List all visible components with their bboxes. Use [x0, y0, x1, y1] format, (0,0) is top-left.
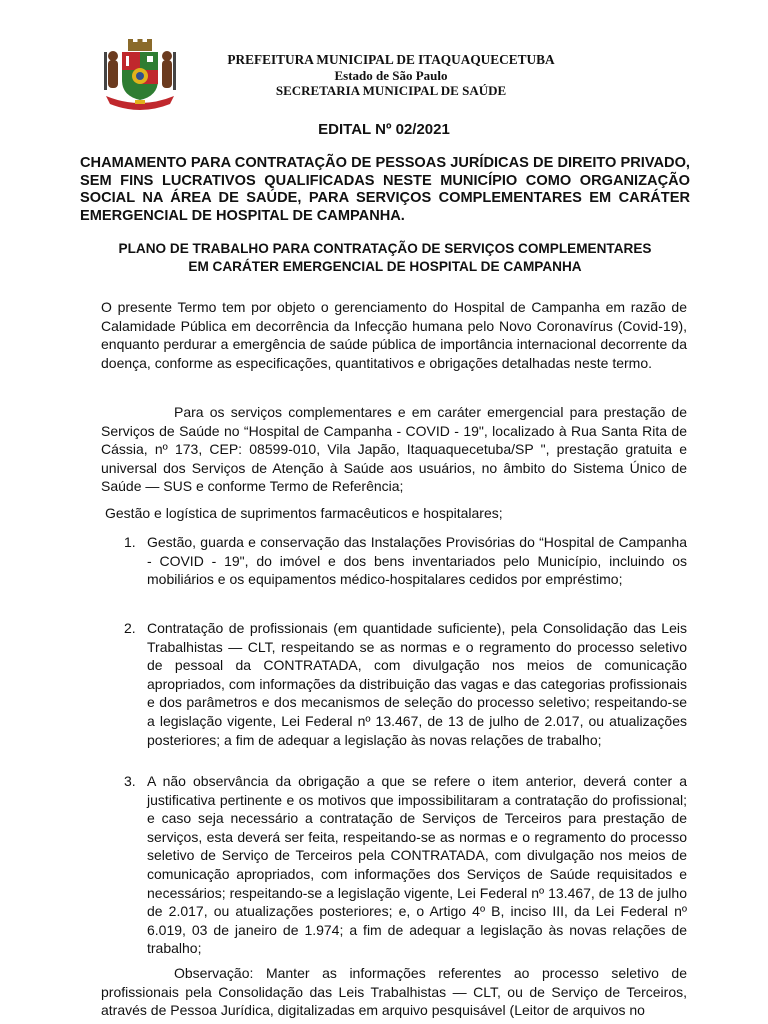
paragraph-services: Para os serviços complementares e em caráter emergencial para prestação de Serviços de Saúde no “Hospital de Campanha - COVID - 19", localizado à Rua Santa Rita de Cássia, nº 173, CEP: 08599-010, Vila Japão, Itaquaquecetuba/SP ", prestação gratuita e universal dos Serviços de Atenção à Saúde aos usuários, no âmbito do Sistema Único de Saúde — SUS e conforme Termo de Referência;: [101, 404, 687, 495]
letterhead-municipality: PREFEITURA MUNICIPAL DE ITAQUAQUECETUBA: [227, 52, 555, 67]
coat-of-arms-icon: [98, 38, 182, 112]
section-heading-line-1: PLANO DE TRABALHO PARA CONTRATAÇÃO DE SERVIÇOS COMPLEMENTARES: [118, 241, 652, 256]
paragraph-object: O presente Termo tem por objeto o gerenciamento do Hospital de Campanha em razão de Calamidade Pública em decorrência da Infecção humana pelo Novo Coronavírus (Covid-19), enquanto perdurar a emergência de saúde pública de importância internacional decorrente da doença, conforme as especificações, quantitativos e obrigações detalhadas neste termo.: [101, 299, 687, 371]
letterhead: [200, 52, 582, 99]
letterhead-department: SECRETARIA MUNICIPAL DE SAÚDE: [275, 83, 507, 98]
list-item: [124, 772, 687, 958]
paragraph-logistics: Gestão e logística de suprimentos farmacêuticos e hospitalares;: [105, 505, 503, 521]
section-heading-line-2: EM CARÁTER EMERGENCIAL DE HOSPITAL DE CAMPANHA: [188, 259, 582, 274]
list-item-text: Contratação de profissionais (em quantidade suficiente), pela Consolidação das Leis Trabalhistas — CLT, respeitando se as normas e o regramento do processo seletivo de pessoal da CONTRATADA, com divulgação nos meios de comunicação apropriados, com informações da distribuição das vagas e das categorias profissionais e dos parâmetros e dos mecanismos de seleção do processo seletivo; respeitando-se a legislação vigente, Lei Federal nº 13.467, de 13 de julho de 2.017, ou atualizações posteriores; a fim de adequar a legislação às novas relações de trabalho;: [147, 620, 687, 748]
list-item: [124, 619, 687, 749]
letterhead-state: Estado de São Paulo: [334, 67, 448, 83]
list-item-text: Gestão, guarda e conservação das Instalações Provisórias do “Hospital de Campanha - COVID - 19", do imóvel e dos bens inventariados pelo Município, incluindo os mobiliários e os equipamentos médico-hospitalares cedidos por empréstimo;: [147, 534, 687, 588]
paragraph-observation: Observação: Manter as informações referentes ao processo seletivo de profissionais pela Consolidação das Leis Trabalhistas — CLT, ou de Serviço de Terceiros, através de Pessoa Jurídica, digitalizadas em arquivo pesquisável (Leitor de arquivos no: [101, 965, 687, 1019]
list-item-number: 2.: [124, 620, 136, 636]
document-title: EDITAL Nº 02/2021: [318, 121, 450, 138]
list-item-number: 3.: [124, 773, 136, 789]
list-item: [124, 533, 687, 589]
section-heading: [80, 240, 690, 276]
list-item-text: A não observância da obrigação a que se refere o item anterior, deverá conter a justificativa pertinente e os motivos que impossibilitaram a contratação do profissional; e caso seja necessário a contratação de Serviços de Terceiros para prestação de serviços, esta deverá ser feita, respeitando-se as normas e o regramento do processo seletivo de Serviço de Terceiros pela CONTRATADA, com divulgação nos meios de comunicação apropriados, com informações dos Serviços de Saúde requisitados e necessários; respeitando-se a legislação vigente, Lei Federal nº 13.467, de 13 de julho de 2.017, ou atualizações posteriores; e, o Artigo 4º B, inciso III, da Lei Federal nº 6.019, 03 de janeiro de 1.974; a fim de adequar a legislação às novas relações de trabalho;: [147, 773, 687, 957]
document-subject: CHAMAMENTO PARA CONTRATAÇÃO DE PESSOAS JURÍDICAS DE DIREITO PRIVADO, SEM FINS LUCRATIVOS QUALIFICADAS NESTE MUNICÍPIO COMO ORGANIZAÇÃO SOCIAL NA ÁREA DE SAÚDE, PARA SERVIÇOS COMPLEMENTARES EM CARÁTER EMERGENCIAL DE HOSPITAL DE CAMPANHA.: [80, 155, 690, 224]
list-item-number: 1.: [124, 534, 136, 550]
